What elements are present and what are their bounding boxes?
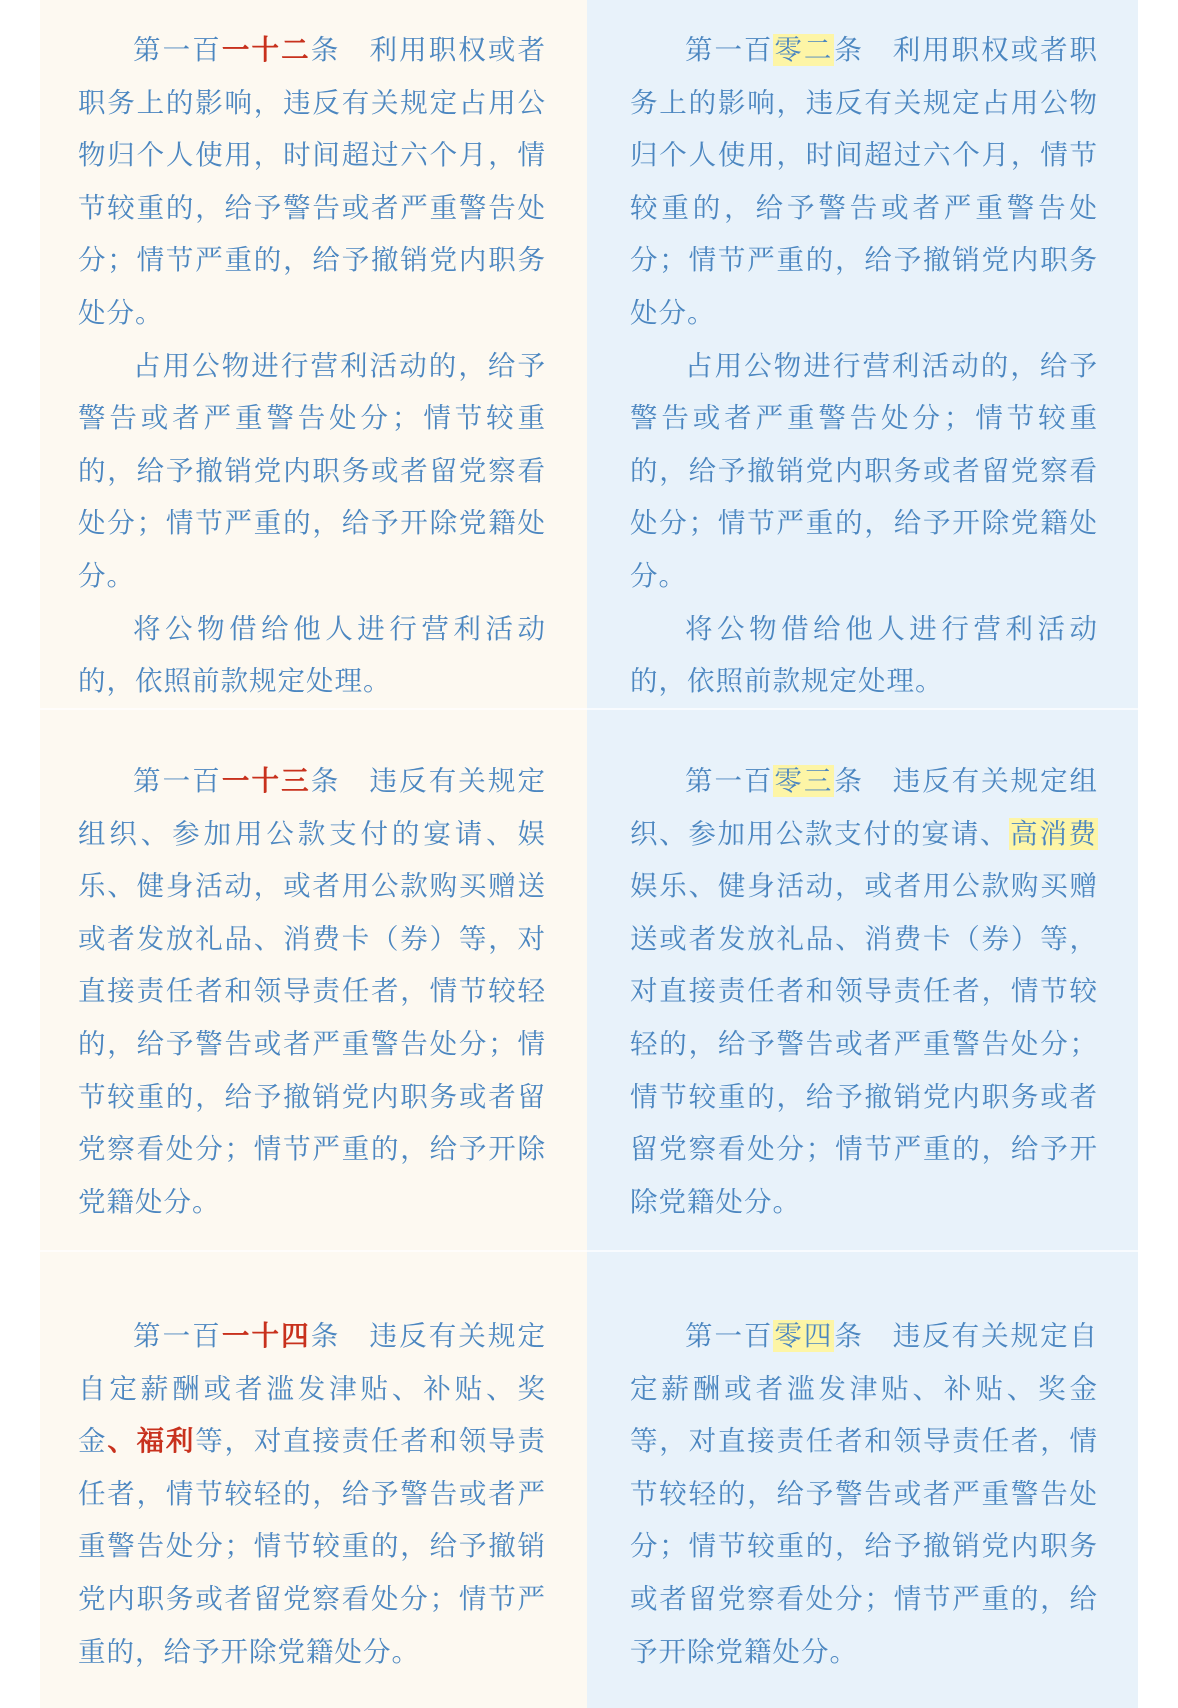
article-113-para-1 <box>78 755 546 1228</box>
article-112-body: 利用职权或者职务上的影响，违反有关规定占用公物归个人使用，时间超过六个月，情节较重的，给予警告或者严重警告处分；情节严重的，给予撤销党内职务处分。 <box>78 34 547 329</box>
article-104 <box>630 1310 1098 1678</box>
article-114-body-part2: 等，对直接责任者和领导责任者，情节较轻的，给予警告或者严重警告处分；情节较重的，给予撤销党内职务或者留党察看处分；情节严重的，给予开除党籍处分。 <box>78 1425 547 1668</box>
article-113-suffix: 条 <box>310 765 341 797</box>
article-113-number-change: 一十三 <box>221 765 311 797</box>
section-divider <box>40 708 1138 710</box>
article-112-number-change: 一十二 <box>221 34 311 66</box>
article-103-number-highlight: 零三 <box>774 765 834 797</box>
article-114-body-part1: 违反有关规定自定薪酬或者滥发津贴、补贴、奖金 <box>78 1320 547 1458</box>
article-102-para-2: 占用公物进行营利活动的，给予警告或者严重警告处分；情节较重的，给予撤销党内职务或者留党察看处分；情节严重的，给予开除党籍处分。 <box>630 349 1098 592</box>
article-104-para-1 <box>630 1310 1098 1678</box>
article-102-para-3: 将公物借给他人进行营利活动的，依照前款规定处理。 <box>630 612 1098 698</box>
article-112-para-2: 占用公物进行营利活动的，给予警告或者严重警告处分；情节较重的，给予撤销党内职务或者留党察看处分；情节严重的，给予开除党籍处分。 <box>78 349 546 592</box>
article-113-prefix: 第一百 <box>133 765 222 797</box>
article-102-prefix: 第一百 <box>685 34 774 66</box>
article-103-suffix: 条 <box>834 765 864 797</box>
new-version-column <box>40 0 587 1708</box>
article-102 <box>630 24 1098 708</box>
article-104-body: 违反有关规定自定薪酬或者滥发津贴、补贴、奖金等，对直接责任者和领导责任者，情节较轻的，给予警告或者严重警告处分；情节较重的，给予撤销党内职务或者留党察看处分；情节严重的，给予开除党籍处分。 <box>630 1320 1099 1668</box>
article-103 <box>630 755 1098 1228</box>
article-103-prefix: 第一百 <box>685 765 774 797</box>
article-103-body-part2: 娱乐、健身活动，或者用公款购买赠送或者发放礼品、消费卡（券）等，对直接责任者和领导责任者，情节较轻的，给予警告或者严重警告处分；情节较重的，给予撤销党内职务或者留党察看处分；情节严重的，给予开除党籍处分。 <box>630 870 1098 1218</box>
article-113 <box>78 755 546 1228</box>
article-112-prefix: 第一百 <box>133 34 222 66</box>
article-102-para-1 <box>630 24 1098 340</box>
article-104-prefix: 第一百 <box>685 1320 774 1352</box>
article-103-para-1 <box>630 755 1098 1228</box>
article-114-number-change: 一十四 <box>221 1320 311 1352</box>
article-102-number-highlight: 零二 <box>774 34 834 66</box>
article-112-para-3: 将公物借给他人进行营利活动的，依照前款规定处理。 <box>78 612 546 698</box>
section-divider <box>40 1250 1138 1252</box>
article-112-para-1 <box>78 24 546 340</box>
article-104-number-highlight: 零四 <box>774 1320 834 1352</box>
article-102-suffix: 条 <box>834 34 864 66</box>
old-version-column <box>587 0 1138 1708</box>
article-114-suffix: 条 <box>310 1320 341 1352</box>
article-114-added-text: 、福利 <box>107 1425 196 1458</box>
article-114-para-1 <box>78 1310 546 1678</box>
article-114 <box>78 1310 546 1678</box>
article-112 <box>78 24 546 708</box>
article-102-body: 利用职权或者职务上的影响，违反有关规定占用公物归个人使用，时间超过六个月，情节较重的，给予警告或者严重警告处分；情节严重的，给予撤销党内职务处分。 <box>630 34 1099 329</box>
article-103-body-part1: 违反有关规定组织、参加用公款支付的宴请、 <box>630 765 1099 850</box>
article-113-body: 违反有关规定组织、参加用公款支付的宴请、娱乐、健身活动，或者用公款购买赠送或者发放礼品、消费卡（券）等，对直接责任者和领导责任者，情节较轻的，给予警告或者严重警告处分；情节较重的，给予撤销党内职务或者留党察看处分；情节严重的，给予开除党籍处分。 <box>78 765 547 1218</box>
article-103-removed-text: 高消费 <box>1010 817 1098 850</box>
article-104-suffix: 条 <box>834 1320 864 1352</box>
article-114-prefix: 第一百 <box>133 1320 222 1352</box>
article-112-suffix: 条 <box>310 34 341 66</box>
